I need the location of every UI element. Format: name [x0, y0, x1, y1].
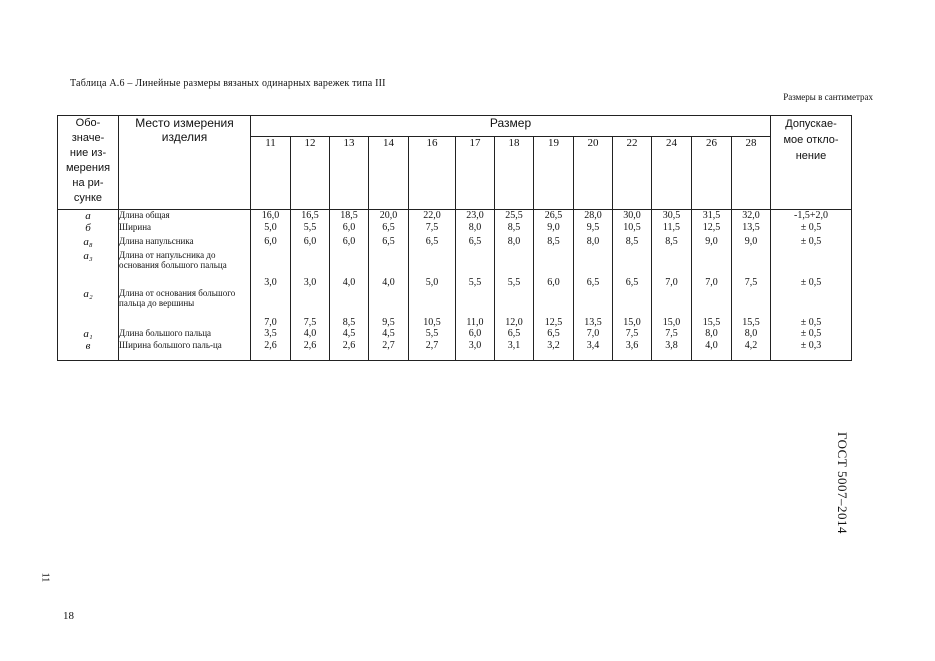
- page-number: 18: [63, 610, 74, 622]
- tolerance-cell: ± 0,3: [771, 340, 852, 361]
- value-cell: 4,0: [369, 250, 409, 288]
- table-row: [58, 288, 852, 328]
- symbol-cell: а₂: [58, 288, 119, 328]
- value-cell: 11,5: [652, 222, 692, 236]
- symbol-cell: а₃: [58, 250, 119, 288]
- value-cell: 13,5: [732, 222, 771, 236]
- value-cell: 3,1: [495, 340, 534, 361]
- place-cell: Длина от основания большого пальца до вершины: [119, 288, 251, 328]
- value-cell: 8,5: [330, 288, 369, 328]
- value-cell: 6,0: [330, 236, 369, 250]
- value-cell: 15,0: [613, 288, 652, 328]
- value-cell: 28,0: [574, 210, 613, 223]
- value-cell: 9,5: [369, 288, 409, 328]
- value-cell: 6,0: [330, 222, 369, 236]
- value-cell: 3,6: [613, 340, 652, 361]
- size-header-cell: 13: [330, 137, 369, 210]
- size-header-cell: 28: [732, 137, 771, 210]
- value-cell: 30,0: [613, 210, 652, 223]
- value-cell: 2,7: [409, 340, 456, 361]
- value-cell: 11,0: [456, 288, 495, 328]
- value-cell: 7,5: [291, 288, 330, 328]
- symbol-cell: б: [58, 222, 119, 236]
- tolerance-cell: ± 0,5: [771, 288, 852, 328]
- value-cell: 8,5: [534, 236, 574, 250]
- value-cell: 31,5: [692, 210, 732, 223]
- value-cell: 2,6: [251, 340, 291, 361]
- value-cell: 10,5: [409, 288, 456, 328]
- value-cell: 6,5: [456, 236, 495, 250]
- size-header-cell: 19: [534, 137, 574, 210]
- place-cell: Длина от напульсника до основания большого пальца: [119, 250, 251, 288]
- value-cell: 4,2: [732, 340, 771, 361]
- size-header-cell: 18: [495, 137, 534, 210]
- value-cell: 3,0: [251, 250, 291, 288]
- value-cell: 6,5: [534, 328, 574, 340]
- tolerance-cell: -1,5+2,0: [771, 210, 852, 223]
- value-cell: 12,5: [692, 222, 732, 236]
- value-cell: 8,0: [456, 222, 495, 236]
- value-cell: 4,0: [330, 250, 369, 288]
- value-cell: 8,5: [652, 236, 692, 250]
- value-cell: 5,0: [251, 222, 291, 236]
- value-cell: 6,0: [456, 328, 495, 340]
- value-cell: 20,0: [369, 210, 409, 223]
- value-cell: 5,5: [495, 250, 534, 288]
- value-cell: 7,5: [732, 250, 771, 288]
- size-header-cell: 11: [251, 137, 291, 210]
- value-cell: 6,0: [251, 236, 291, 250]
- size-header-cell: 14: [369, 137, 409, 210]
- value-cell: 8,0: [692, 328, 732, 340]
- value-cell: 9,0: [692, 236, 732, 250]
- value-cell: 7,5: [409, 222, 456, 236]
- size-header-cell: 22: [613, 137, 652, 210]
- symbol-cell: в: [58, 340, 119, 361]
- value-cell: 2,7: [369, 340, 409, 361]
- value-cell: 3,8: [652, 340, 692, 361]
- value-cell: 7,0: [574, 328, 613, 340]
- value-cell: 12,0: [495, 288, 534, 328]
- value-cell: 23,0: [456, 210, 495, 223]
- value-cell: 6,5: [409, 236, 456, 250]
- symbol-cell: а: [58, 210, 119, 223]
- header-place: [119, 116, 251, 210]
- value-cell: 2,6: [291, 340, 330, 361]
- value-cell: 3,0: [456, 340, 495, 361]
- value-cell: 3,2: [534, 340, 574, 361]
- value-cell: 6,5: [369, 222, 409, 236]
- value-cell: 7,0: [652, 250, 692, 288]
- header-size: Размер: [251, 116, 771, 137]
- value-cell: 2,6: [330, 340, 369, 361]
- header-tolerance: [771, 116, 852, 210]
- value-cell: 8,0: [495, 236, 534, 250]
- place-cell: Ширина: [119, 222, 251, 236]
- value-cell: 6,0: [534, 250, 574, 288]
- symbol-cell: а₈: [58, 236, 119, 250]
- table-row: [58, 236, 852, 250]
- value-cell: 3,0: [291, 250, 330, 288]
- value-cell: 5,5: [291, 222, 330, 236]
- size-header-cell: 26: [692, 137, 732, 210]
- place-cell: Длина напульсника: [119, 236, 251, 250]
- value-cell: 30,5: [652, 210, 692, 223]
- size-header-cell: 12: [291, 137, 330, 210]
- value-cell: 6,5: [574, 250, 613, 288]
- value-cell: 6,0: [291, 236, 330, 250]
- table-caption: Таблица А.6 – Линейные размеры вязаных одинарных варежек типа III: [70, 78, 386, 89]
- value-cell: 8,0: [574, 236, 613, 250]
- value-cell: 3,5: [251, 328, 291, 340]
- value-cell: 9,0: [732, 236, 771, 250]
- value-cell: 8,5: [613, 236, 652, 250]
- size-header-cell: 17: [456, 137, 495, 210]
- value-cell: 10,5: [613, 222, 652, 236]
- value-cell: 5,5: [456, 250, 495, 288]
- symbol-cell: а₁: [58, 328, 119, 340]
- tolerance-cell: ± 0,5: [771, 250, 852, 288]
- value-cell: 15,5: [692, 288, 732, 328]
- value-cell: 13,5: [574, 288, 613, 328]
- value-cell: 5,0: [409, 250, 456, 288]
- value-cell: 7,5: [652, 328, 692, 340]
- value-cell: 32,0: [732, 210, 771, 223]
- value-cell: 7,0: [692, 250, 732, 288]
- value-cell: 26,5: [534, 210, 574, 223]
- value-cell: 6,5: [495, 328, 534, 340]
- value-cell: 7,5: [613, 328, 652, 340]
- value-cell: 12,5: [534, 288, 574, 328]
- value-cell: 6,5: [613, 250, 652, 288]
- value-cell: 8,0: [732, 328, 771, 340]
- header-tolerance-text: Допускае- мое откло- нение: [783, 118, 839, 162]
- value-cell: 25,5: [495, 210, 534, 223]
- header-symbol: [58, 116, 119, 210]
- dimensions-table: [57, 115, 852, 361]
- tolerance-cell: ± 0,5: [771, 328, 852, 340]
- value-cell: 3,4: [574, 340, 613, 361]
- value-cell: 4,0: [291, 328, 330, 340]
- value-cell: 15,5: [732, 288, 771, 328]
- value-cell: 18,5: [330, 210, 369, 223]
- gost-label: ГОСТ 5007–2014: [835, 431, 850, 535]
- value-cell: 22,0: [409, 210, 456, 223]
- tolerance-cell: ± 0,5: [771, 222, 852, 236]
- table-row: [58, 222, 852, 236]
- value-cell: 16,5: [291, 210, 330, 223]
- side-page-number: 11: [39, 572, 51, 583]
- value-cell: 8,5: [495, 222, 534, 236]
- tolerance-cell: ± 0,5: [771, 236, 852, 250]
- value-cell: 5,5: [409, 328, 456, 340]
- place-cell: Ширина большого паль-ца: [119, 340, 251, 361]
- value-cell: 4,5: [330, 328, 369, 340]
- size-header-cell: 20: [574, 137, 613, 210]
- value-cell: 9,5: [574, 222, 613, 236]
- value-cell: 6,5: [369, 236, 409, 250]
- value-cell: 9,0: [534, 222, 574, 236]
- table-row: [58, 328, 852, 340]
- size-header-cell: 24: [652, 137, 692, 210]
- value-cell: 4,5: [369, 328, 409, 340]
- value-cell: 7,0: [251, 288, 291, 328]
- size-header-cell: 16: [409, 137, 456, 210]
- place-cell: Длина общая: [119, 210, 251, 223]
- table-row: [58, 250, 852, 288]
- value-cell: 15,0: [652, 288, 692, 328]
- units-note: Размеры в сантиметрах: [783, 92, 873, 102]
- table-row: [58, 210, 852, 223]
- header-place-text: Место измерения изделия: [135, 116, 234, 144]
- table-row: [58, 340, 852, 361]
- header-symbol-text: Обо- значе- ние из- мерения на ри- сунке: [65, 117, 111, 204]
- place-cell: Длина большого пальца: [119, 328, 251, 340]
- value-cell: 16,0: [251, 210, 291, 223]
- value-cell: 4,0: [692, 340, 732, 361]
